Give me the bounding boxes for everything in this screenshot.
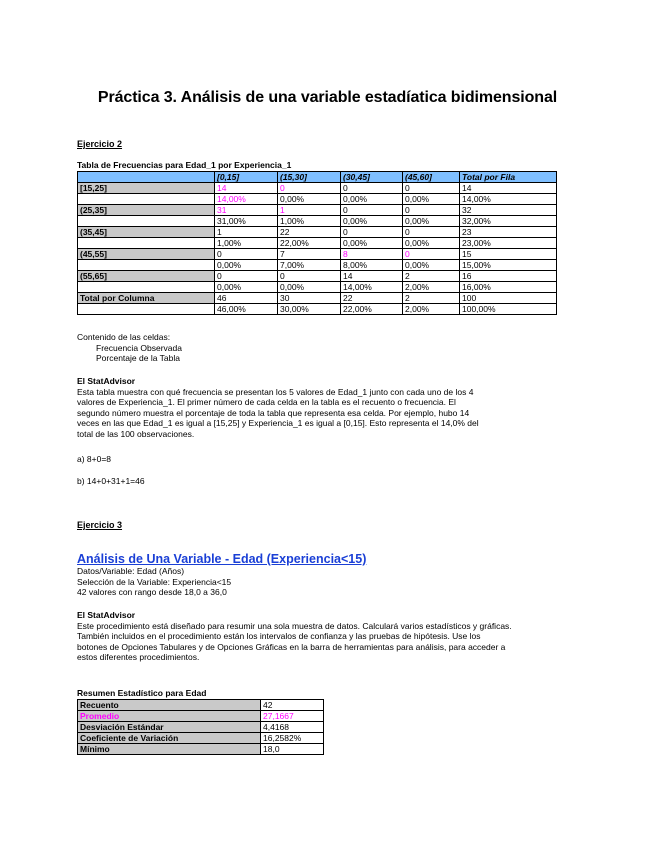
pct-cell: 1,00% bbox=[278, 216, 341, 227]
summary-table-title: Resumen Estadístico para Edad bbox=[77, 688, 207, 698]
summary-value: 27,1667 bbox=[261, 711, 324, 722]
pct-cell: 14,00% bbox=[215, 194, 278, 205]
pct-cell: 2,00% bbox=[403, 282, 460, 293]
summary-value: 4,4168 bbox=[261, 722, 324, 733]
summary-value: 42 bbox=[261, 700, 324, 711]
table-row-total bbox=[78, 304, 557, 315]
frequency-table-title: Tabla de Frecuencias para Edad_1 por Experiencia_1 bbox=[77, 160, 292, 170]
summary-label: Recuento bbox=[78, 700, 261, 711]
cell-contents-line: Frecuencia Observada bbox=[96, 342, 182, 353]
table-row-total bbox=[78, 293, 557, 304]
summary-label: Coeficiente de Variación bbox=[78, 733, 261, 744]
freq-cell: 23 bbox=[460, 227, 557, 238]
summary-label: Promedio bbox=[78, 711, 261, 722]
freq-cell: 15 bbox=[460, 249, 557, 260]
freq-cell: 14 bbox=[215, 183, 278, 194]
freq-cell: 30 bbox=[278, 293, 341, 304]
freq-cell: 0 bbox=[341, 205, 403, 216]
table-row bbox=[78, 249, 557, 260]
analysis-info bbox=[77, 566, 231, 598]
statadvisor-line: segundo número muestra el porcentaje de toda la tabla que representa esa celda. Por ejemplo, hubo 14 bbox=[77, 407, 470, 418]
pct-cell: 0,00% bbox=[403, 238, 460, 249]
row-label: [15,25] bbox=[78, 183, 215, 194]
table-row bbox=[78, 205, 557, 216]
row-label-blank bbox=[78, 194, 215, 205]
pct-cell: 8,00% bbox=[341, 260, 403, 271]
table-row bbox=[78, 711, 324, 722]
pct-cell: 0,00% bbox=[278, 194, 341, 205]
freq-cell: 0 bbox=[215, 249, 278, 260]
freq-cell: 0 bbox=[278, 271, 341, 282]
row-label-blank bbox=[78, 282, 215, 293]
summary-value: 16,2582% bbox=[261, 733, 324, 744]
pct-cell: 0,00% bbox=[215, 282, 278, 293]
table-header-corner bbox=[78, 172, 215, 183]
row-label-blank bbox=[78, 304, 215, 315]
pct-cell: 32,00% bbox=[460, 216, 557, 227]
freq-cell: 22 bbox=[341, 293, 403, 304]
cell-contents-line: Porcentaje de la Tabla bbox=[96, 353, 180, 364]
pct-cell: 14,00% bbox=[460, 194, 557, 205]
statadvisor-line: total de las 100 observaciones. bbox=[77, 428, 195, 439]
pct-cell: 0,00% bbox=[403, 194, 460, 205]
freq-cell: 0 bbox=[278, 183, 341, 194]
freq-cell: 1 bbox=[278, 205, 341, 216]
summary-label: Desviación Estándar bbox=[78, 722, 261, 733]
pct-cell: 7,00% bbox=[278, 260, 341, 271]
ejercicio2-heading: Ejercicio 2 bbox=[77, 139, 123, 149]
analysis-title-link[interactable]: Análisis de Una Variable - Edad (Experiencia<15) bbox=[77, 552, 367, 566]
statadvisor-line: estos diferentes procedimientos. bbox=[77, 652, 200, 663]
cell-contents-label: Contenido de las celdas: bbox=[77, 332, 171, 342]
pct-cell: 2,00% bbox=[403, 304, 460, 315]
table-row bbox=[78, 733, 324, 744]
row-label: (45,55] bbox=[78, 249, 215, 260]
freq-cell: 8 bbox=[341, 249, 403, 260]
row-label-blank bbox=[78, 216, 215, 227]
statadvisor-line: botones de Opciones Tabulares y de Opciones Gráficas en la barra de herramientas para análisis, para acceder a bbox=[77, 641, 506, 652]
statadvisor-line: También incluidos en el procedimiento están los intervalos de confianza y las pruebas de hipótesis. Use los bbox=[77, 631, 481, 642]
pct-cell: 0,00% bbox=[341, 194, 403, 205]
row-label-blank bbox=[78, 238, 215, 249]
row-label: (35,45] bbox=[78, 227, 215, 238]
analysis-info-line: Datos/Variable: Edad (Años) bbox=[77, 566, 185, 576]
freq-cell: 46 bbox=[215, 293, 278, 304]
freq-cell: 0 bbox=[403, 183, 460, 194]
statadvisor-line: Este procedimiento está diseñado para resumir una sola muestra de datos. Calculará varios estadísticos y gráficas. bbox=[77, 620, 512, 631]
table-row bbox=[78, 183, 557, 194]
table-row bbox=[78, 260, 557, 271]
table-row bbox=[78, 238, 557, 249]
statadvisor-block-2 bbox=[77, 610, 512, 663]
table-row bbox=[78, 282, 557, 293]
pct-cell: 46,00% bbox=[215, 304, 278, 315]
freq-cell: 100 bbox=[460, 293, 557, 304]
pct-cell: 22,00% bbox=[278, 238, 341, 249]
pct-cell: 30,00% bbox=[278, 304, 341, 315]
table-row bbox=[78, 722, 324, 733]
freq-cell: 2 bbox=[403, 293, 460, 304]
summary-table bbox=[77, 699, 324, 755]
statadvisor-line: Esta tabla muestra con qué frecuencia se presentan los 5 valores de Edad_1 junto con cada uno de los 4 bbox=[77, 386, 474, 397]
statadvisor-line: valores de Experiencia_1. El primer número de cada celda en la tabla es el recuento o frecuencia. El bbox=[77, 397, 456, 408]
statadvisor-block bbox=[77, 376, 479, 440]
freq-cell: 1 bbox=[215, 227, 278, 238]
table-header-cell: (45,60] bbox=[403, 172, 460, 183]
row-label: (25,35] bbox=[78, 205, 215, 216]
freq-cell: 0 bbox=[341, 227, 403, 238]
answer-b: b) 14+0+31+1=46 bbox=[77, 476, 145, 486]
table-row bbox=[78, 227, 557, 238]
table-header-cell: Total por Fila bbox=[460, 172, 557, 183]
freq-cell: 31 bbox=[215, 205, 278, 216]
statadvisor-heading: El StatAdvisor bbox=[77, 610, 136, 620]
freq-cell: 16 bbox=[460, 271, 557, 282]
freq-cell: 0 bbox=[403, 227, 460, 238]
freq-cell: 32 bbox=[460, 205, 557, 216]
row-label: (55,65] bbox=[78, 271, 215, 282]
pct-cell: 1,00% bbox=[215, 238, 278, 249]
pct-cell: 22,00% bbox=[341, 304, 403, 315]
freq-cell: 14 bbox=[460, 183, 557, 194]
freq-cell: 22 bbox=[278, 227, 341, 238]
table-row bbox=[78, 744, 324, 755]
statadvisor-heading: El StatAdvisor bbox=[77, 376, 136, 386]
table-row bbox=[78, 700, 324, 711]
pct-cell: 0,00% bbox=[403, 260, 460, 271]
freq-cell: 0 bbox=[403, 205, 460, 216]
pct-cell: 0,00% bbox=[341, 216, 403, 227]
row-label-blank bbox=[78, 260, 215, 271]
freq-cell: 14 bbox=[341, 271, 403, 282]
pct-cell: 0,00% bbox=[278, 282, 341, 293]
freq-cell: 0 bbox=[403, 249, 460, 260]
frequency-table bbox=[77, 171, 557, 315]
table-header-row bbox=[78, 172, 557, 183]
pct-cell: 31,00% bbox=[215, 216, 278, 227]
answer-a: a) 8+0=8 bbox=[77, 454, 112, 464]
table-row bbox=[78, 271, 557, 282]
analysis-info-line: 42 valores con rango desde 18,0 a 36,0 bbox=[77, 587, 227, 598]
table-header-cell: [0,15] bbox=[215, 172, 278, 183]
pct-cell: 23,00% bbox=[460, 238, 557, 249]
table-header-cell: (15,30] bbox=[278, 172, 341, 183]
pct-cell: 0,00% bbox=[403, 216, 460, 227]
page-title: Práctica 3. Análisis de una variable estadíatica bidimensional bbox=[97, 89, 558, 106]
pct-cell: 16,00% bbox=[460, 282, 557, 293]
pct-cell: 0,00% bbox=[341, 238, 403, 249]
pct-cell: 100,00% bbox=[460, 304, 557, 315]
cell-contents-note bbox=[77, 332, 182, 364]
table-header-cell: (30,45] bbox=[341, 172, 403, 183]
row-label: Total por Columna bbox=[78, 293, 215, 304]
statadvisor-line: veces en las que Edad_1 es igual a [15,25] y Experiencia_1 es igual a [0,15]. Esto representa el 14,0% del bbox=[77, 418, 479, 429]
table-row bbox=[78, 216, 557, 227]
pct-cell: 15,00% bbox=[460, 260, 557, 271]
pct-cell: 0,00% bbox=[215, 260, 278, 271]
table-row bbox=[78, 194, 557, 205]
freq-cell: 2 bbox=[403, 271, 460, 282]
analysis-info-line: Selección de la Variable: Experiencia<15 bbox=[77, 576, 232, 587]
ejercicio3-heading: Ejercicio 3 bbox=[77, 520, 123, 530]
freq-cell: 0 bbox=[215, 271, 278, 282]
freq-cell: 7 bbox=[278, 249, 341, 260]
summary-label: Mínimo bbox=[78, 744, 261, 755]
freq-cell: 0 bbox=[341, 183, 403, 194]
pct-cell: 14,00% bbox=[341, 282, 403, 293]
summary-value: 18,0 bbox=[261, 744, 324, 755]
